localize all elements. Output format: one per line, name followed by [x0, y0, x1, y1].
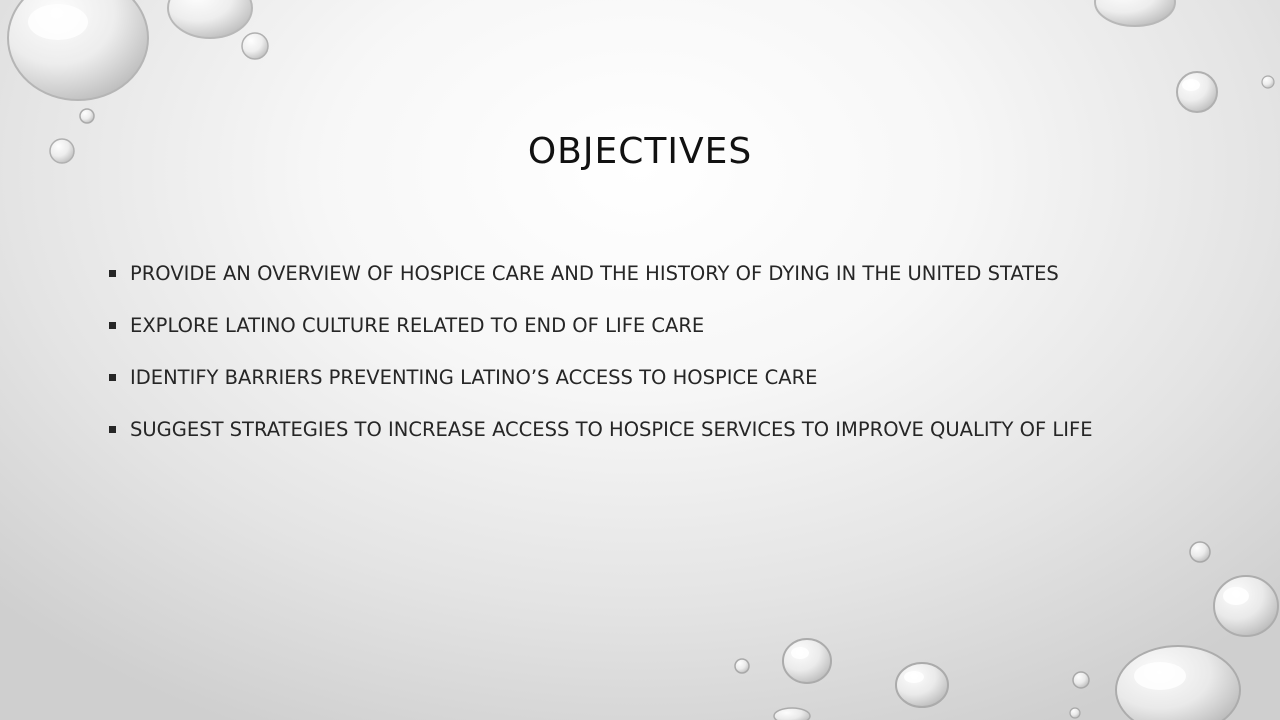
droplet-cluster-bottom-center — [735, 639, 948, 720]
droplet-highlight — [1182, 79, 1200, 91]
droplet — [1262, 76, 1274, 88]
list-item — [108, 258, 1168, 290]
droplet — [168, 0, 252, 38]
droplet — [1070, 708, 1080, 718]
droplet-highlight — [1223, 587, 1249, 605]
droplet-highlight — [28, 4, 88, 40]
droplet-highlight — [1134, 662, 1186, 690]
list-item-text: SUGGEST STRATEGIES TO INCREASE ACCESS TO HOSPICE SERVICES TO IMPROVE QUALITY OF LIFE — [130, 418, 1093, 441]
slide-title: OBJECTIVES — [527, 131, 753, 172]
droplet-highlight — [904, 671, 924, 683]
droplet-highlight — [791, 647, 809, 659]
droplet — [242, 33, 268, 59]
droplet — [1190, 542, 1210, 562]
droplet-cluster-top-right — [1095, 0, 1274, 112]
droplet — [783, 639, 831, 683]
list-item-text: PROVIDE AN OVERVIEW OF HOSPICE CARE AND THE HISTORY OF DYING IN THE UNITED STATES — [130, 262, 1059, 285]
droplet — [1177, 72, 1217, 112]
list-item — [108, 310, 1168, 342]
list-item-text: EXPLORE LATINO CULTURE RELATED TO END OF LIFE CARE — [130, 314, 705, 337]
droplet — [1095, 0, 1175, 26]
droplet — [735, 659, 749, 673]
square-bullet-icon — [109, 374, 116, 381]
list-item — [108, 362, 1168, 394]
list-item-text: IDENTIFY BARRIERS PREVENTING LATINO’S ACCESS TO HOSPICE CARE — [130, 366, 818, 389]
square-bullet-icon — [109, 270, 116, 277]
droplet — [1073, 672, 1089, 688]
list-item — [108, 414, 1168, 446]
square-bullet-icon — [109, 322, 116, 329]
objectives-list — [108, 258, 1168, 466]
droplet — [80, 109, 94, 123]
droplet — [896, 663, 948, 707]
droplet — [1214, 576, 1278, 636]
square-bullet-icon — [109, 426, 116, 433]
droplet-cluster-bottom-right — [1070, 542, 1278, 720]
droplet — [774, 708, 810, 720]
